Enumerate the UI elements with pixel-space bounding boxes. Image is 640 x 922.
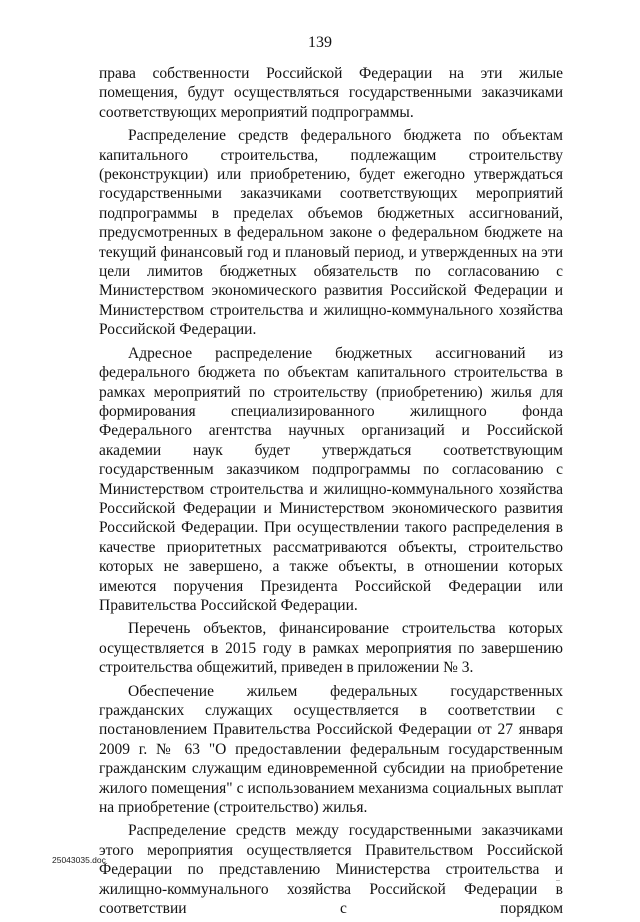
- scan-speck: [556, 880, 560, 881]
- paragraph-targeted-allocation: Адресное распределение бюджетных ассигнований из федерального бюджета по объектам капитального строительства в рамках мероприятий по строительству (приобретению) жилья для формирования специализированного жилищного фонда Федерального агентства научных организаций и Российской академии наук будет утверждаться соответствующим государственным заказчиком подпрограммы по согласованию с Министерством строительства и жилищно-коммунального хозяйства Российской Федерации и Министерством экономического развития Российской Федерации. При осуществлении такого распределения в качестве приоритетных рассматриваются объекты, строительство которых не завершено, а также объекты, в отношении которых имеются поручения Президента Российской Федерации или Правительства Российской Федерации.: [99, 344, 563, 614]
- paragraph-distribution-between-customers: Распределение средств между государственными заказчиками этого мероприятия осуществляется Правительством Российской Федерации по представлению Министерства строительства и жилищно-коммунального хозяйства Российской Федерации в соответствии с порядком: [99, 822, 563, 918]
- body-text: [99, 64, 563, 922]
- paragraph-housing-civil-servants: Обеспечение жильем федеральных государственных гражданских служащих осуществляется в соответствии с постановлением Правительства Российской Федерации от 27 января 2009 г. № 63 "О предоставлении федеральным государственным гражданским служащим единовременной субсидии на приобретение жилого помещения" с использованием механизма социальных выплат на приобретение (строительство) жилья.: [99, 682, 563, 817]
- footer-filename: 25043035.doc: [52, 855, 106, 865]
- page-number: 139: [308, 34, 332, 51]
- paragraph-budget-distribution: Распределение средств федерального бюджета по объектам капитального строительства, подлежащим строительству (реконструкции) или приобретению, будет ежегодно утверждаться государственными заказчиками соответствующих мероприятий подпрограммы в пределах объемов бюджетных ассигнований, предусмотренных в федеральном законе о федеральном бюджете на текущий финансовый год и плановый период, и утвержденных на эти цели лимитов бюджетных обязательств по согласованию с Министерством экономического развития Российской Федерации и Министерством строительства и жилищно-коммунального хозяйства Российской Федерации.: [99, 127, 563, 339]
- paragraph-continuation: права собственности Российской Федерации на эти жилые помещения, будут осуществляться государственными заказчиками соответствующих мероприятий подпрограммы.: [99, 65, 563, 121]
- paragraph-objects-list: Перечень объектов, финансирование строительства которых осуществляется в 2015 году в рамках мероприятия по завершению строительства общежитий, приведен в приложении № 3.: [99, 620, 563, 677]
